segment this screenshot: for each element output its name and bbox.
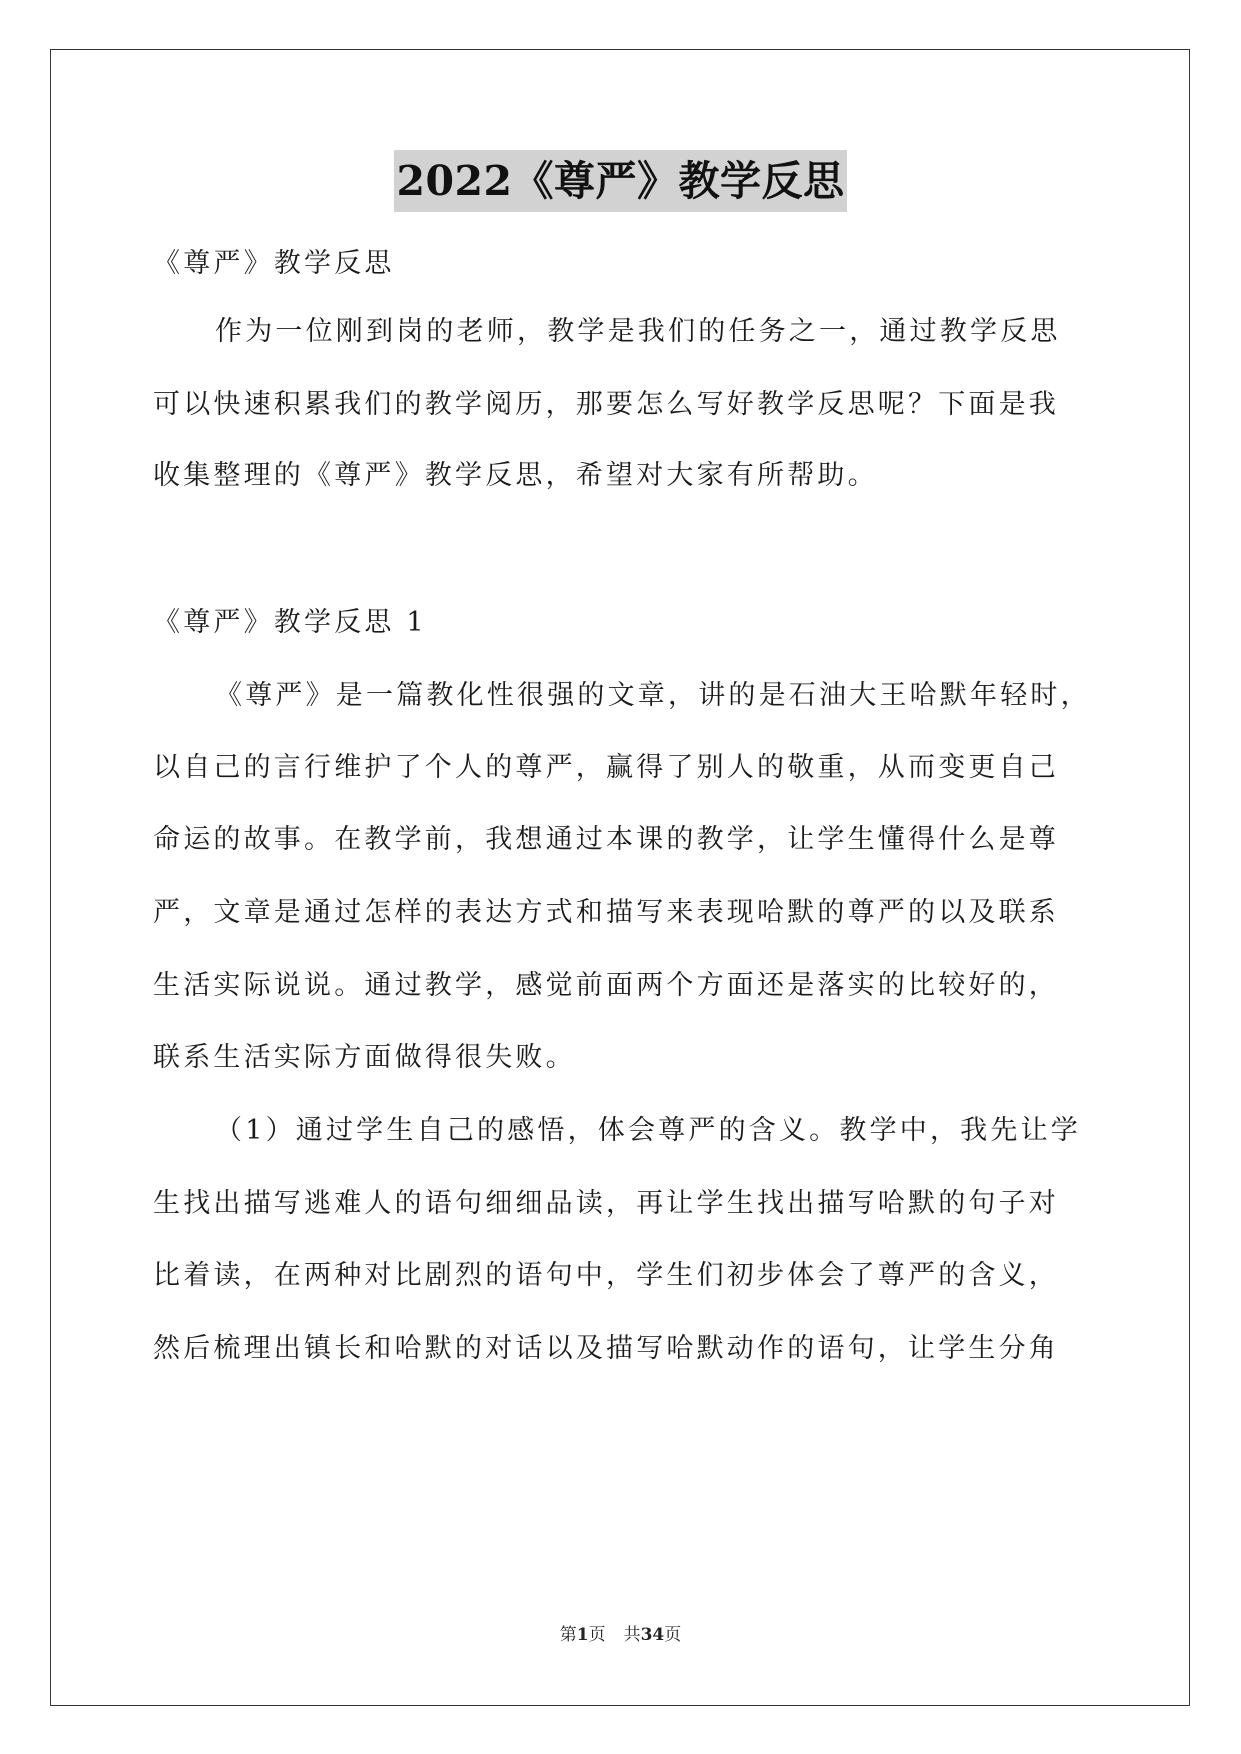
paragraph-line: 联系生活实际方面做得很失败。 [153,1042,576,1073]
title-block [0,150,1241,212]
paragraph-line: 然后梳理出镇长和哈默的对话以及描写哈默动作的语句，让学生分角 [153,1333,1059,1364]
paragraph-line: 以自己的言行维护了个人的尊严，赢得了别人的敬重，从而变更自己 [153,752,1059,783]
current-page-number: 1 [576,1625,589,1645]
total-page-count: 34 [640,1625,665,1645]
section-heading: 《尊严》教学反思 [153,248,395,279]
paragraph-line: 收集整理的《尊严》教学反思，希望对大家有所帮助。 [153,460,878,491]
paragraph-line: （1）通过学生自己的感悟，体会尊严的含义。教学中，我先让学 [215,1115,1081,1146]
document-title: 2022《尊严》教学反思 [394,150,846,212]
paragraph-line: 生活实际说说。通过教学，感觉前面两个方面还是落实的比较好的， [153,970,1059,1001]
page-prefix: 第 [559,1625,577,1645]
page-unit: 页 [588,1625,606,1645]
paragraph-line: 命运的故事。在教学前，我想通过本课的教学，让学生懂得什么是尊 [153,824,1059,855]
paragraph-line: 严，文章是通过怎样的表达方式和描写来表现哈默的尊严的以及联系 [153,897,1059,928]
paragraph-line: 作为一位刚到岗的老师，教学是我们的任务之一，通过教学反思 [215,316,1061,347]
total-unit: 页 [664,1625,682,1645]
section-heading: 《尊严》教学反思 1 [153,607,427,638]
paragraph-line: 生找出描写逃难人的语句细细品读，再让学生找出描写哈默的句子对 [153,1188,1059,1219]
paragraph-line: 可以快速积累我们的教学阅历，那要怎么写好教学反思呢？下面是我 [153,389,1059,420]
paragraph-line: 《尊严》是一篇教化性很强的文章，讲的是石油大王哈默年轻时， [215,680,1091,711]
page-border [50,49,1190,1706]
total-prefix: 共 [623,1625,641,1645]
paragraph-line: 比着读，在两种对比剧烈的语句中，学生们初步体会了尊严的含义， [153,1260,1059,1291]
page-footer [0,1622,1241,1648]
